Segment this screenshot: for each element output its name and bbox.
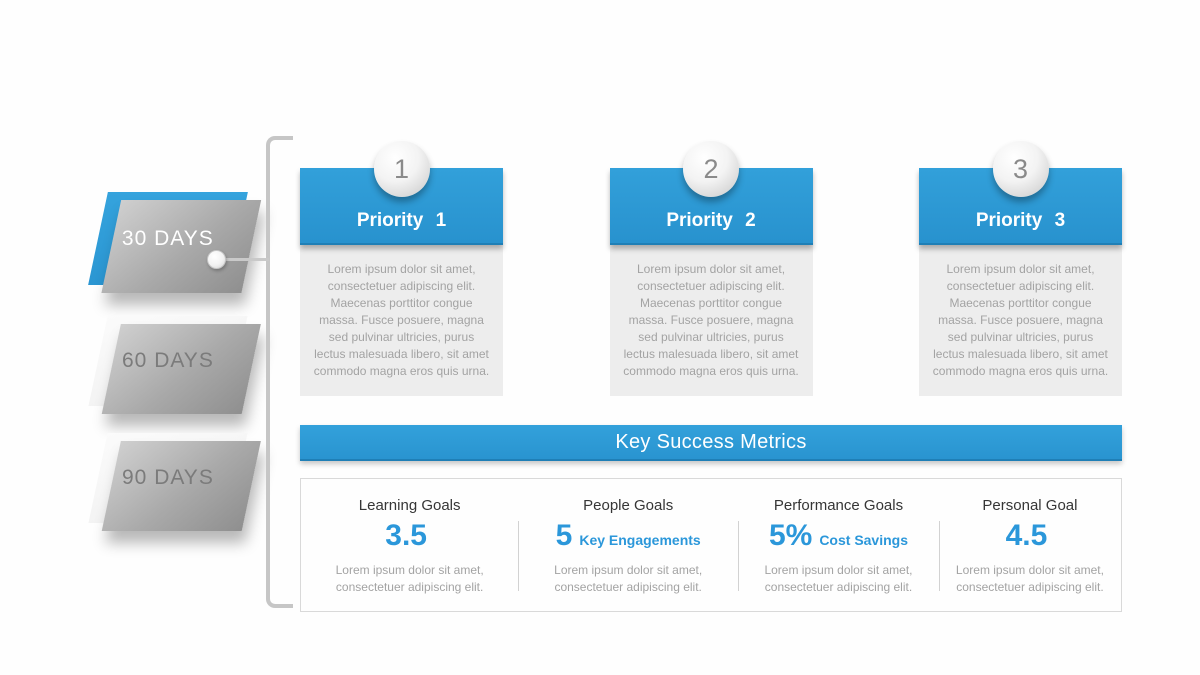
metric-value-row xyxy=(1006,521,1055,555)
metric-value-suffix: Key Engagements xyxy=(579,532,701,548)
timeline-item-label: 60 DAYS xyxy=(122,349,214,372)
timeline-item-30-days[interactable] xyxy=(88,192,248,285)
metric-title: Learning Goals xyxy=(358,497,461,514)
metric-value: 3.5 xyxy=(385,519,427,552)
metric-title: Personal Goal xyxy=(982,497,1078,514)
metric-description: Lorem ipsum dolor sit amet, consectetuer adipiscing elit. xyxy=(955,563,1104,594)
timeline-connector-line xyxy=(220,258,269,261)
priority-number-badge xyxy=(683,141,739,197)
banner-title: Key Success Metrics xyxy=(615,430,807,453)
priority-card-1 xyxy=(300,153,503,396)
metric-value-row xyxy=(556,521,701,555)
metric-value: 5% xyxy=(768,519,813,552)
metric-value-row xyxy=(385,521,434,555)
priority-card-title: Priority 3 xyxy=(975,210,1066,231)
priority-number: 2 xyxy=(703,153,719,184)
metric-value-suffix: Cost Savings xyxy=(819,532,909,548)
metric-description: Lorem ipsum dolor sit amet, consectetuer adipiscing elit. xyxy=(764,563,913,594)
priority-card-text: Lorem ipsum dolor sit amet, consectetuer adipiscing elit. Maecenas porttitor congue massa. Fusce posuere, magna sed pulvinar ultricies, purus lectus malesuada libero, sit amet commodo magna eros quis urna. xyxy=(313,262,490,379)
metrics-panel xyxy=(300,478,1122,612)
metric-performance-goals xyxy=(738,479,939,611)
metric-people-goals xyxy=(518,479,738,611)
priority-card-title: Priority 2 xyxy=(666,210,756,231)
timeline-item-60-days[interactable] xyxy=(88,316,247,406)
metric-learning-goals xyxy=(301,479,518,611)
metric-value: 5 xyxy=(555,519,573,552)
bracket xyxy=(266,136,293,608)
metric-title: Performance Goals xyxy=(773,497,904,514)
timeline-item-label: 90 DAYS xyxy=(122,466,214,489)
priority-card-body xyxy=(300,245,503,396)
priority-card-title: Priority 1 xyxy=(356,210,447,231)
metric-description: Lorem ipsum dolor sit amet, consectetuer adipiscing elit. xyxy=(554,563,703,594)
metric-title: People Goals xyxy=(583,497,674,514)
timeline-connector-dot xyxy=(207,250,226,269)
priority-number: 3 xyxy=(1012,153,1029,184)
priority-number: 1 xyxy=(393,153,410,184)
priority-card-text: Lorem ipsum dolor sit amet, consectetuer adipiscing elit. Maecenas porttitor congue massa. Fusce posuere, magna sed pulvinar ultricies, purus lectus malesuada libero, sit amet commodo magna eros quis urna. xyxy=(932,262,1109,379)
priority-card-text: Lorem ipsum dolor sit amet, consectetuer adipiscing elit. Maecenas porttitor congue massa. Fusce posuere, magna sed pulvinar ultricies, purus lectus malesuada libero, sit amet commodo magna eros quis urna. xyxy=(623,262,799,379)
timeline-item-90-days[interactable] xyxy=(88,433,247,523)
priority-card-body xyxy=(610,245,813,396)
priority-cards-row xyxy=(300,153,1122,396)
metric-value: 4.5 xyxy=(1005,519,1048,552)
metric-description: Lorem ipsum dolor sit amet, consectetuer adipiscing elit. xyxy=(335,563,484,594)
metric-value-row xyxy=(769,521,908,555)
priority-card-3 xyxy=(919,153,1122,396)
priority-card-2 xyxy=(610,153,813,396)
timeline-item-label: 30 DAYS xyxy=(122,226,214,250)
priority-number-badge xyxy=(374,141,430,197)
priority-number-badge xyxy=(993,141,1049,197)
key-success-metrics-banner xyxy=(300,425,1122,461)
priority-card-body xyxy=(919,245,1122,396)
metric-personal-goal xyxy=(939,479,1121,611)
